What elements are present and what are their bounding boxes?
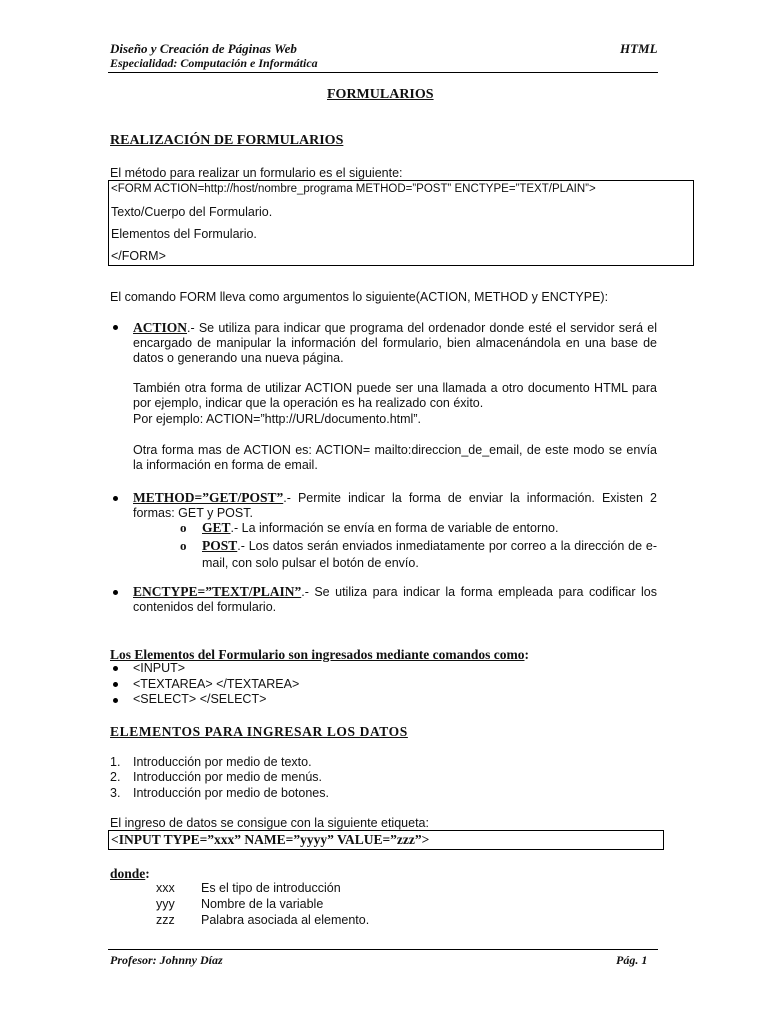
list-number: 2. [110, 770, 121, 784]
def-key: xxx [156, 881, 175, 895]
header-left-title: Diseño y Creación de Páginas Web [110, 41, 297, 56]
bullet-icon [113, 496, 118, 501]
code-line-form-open: <FORM ACTION=http://host/nombre_programa METHOD=”POST” ENCTYPE=”TEXT/PLAIN”> [111, 183, 596, 195]
bullet-icon [113, 666, 118, 671]
bullet-icon [113, 682, 118, 687]
get-label: GET [202, 520, 231, 535]
method-label: METHOD=”GET/POST” [133, 490, 284, 505]
header-right-title: HTML [620, 41, 658, 56]
bullet-icon [113, 698, 118, 703]
get-text: .- La información se envía en forma de variable de entorno. [230, 521, 559, 535]
enctype-description [133, 584, 657, 615]
list-item-botones: Introducción por medio de botones. [133, 786, 329, 800]
list-number: 3. [110, 786, 121, 800]
sub-bullet-icon: o [180, 520, 187, 535]
form-args-intro: El comando FORM lleva como argumentos lo siguiente(ACTION, METHOD y ENCTYPE): [110, 290, 609, 304]
def-desc: Palabra asociada al elemento. [201, 913, 370, 927]
method-text: .- Permite indicar la forma de enviar la información. Existen 2 formas: GET y POST. [133, 491, 657, 520]
tag-intro: El ingreso de datos se consigue con la siguiente etiqueta: [110, 816, 429, 830]
sub-bullet-icon: o [180, 538, 187, 553]
footer-page-number: Pág. 1 [616, 953, 648, 967]
element-item-select: <SELECT> </SELECT> [133, 692, 267, 706]
enctype-text: .- Se utiliza para indicar la forma empleada para codificar los contenidos del formulario. [133, 585, 657, 614]
method-post-item [202, 537, 657, 572]
def-key: yyy [156, 897, 175, 911]
element-item-input: <INPUT> [133, 661, 186, 675]
post-text: .- Los datos serán enviados inmediatamente por correo a la dirección de e-mail, con solo pulsar el botón de envío. [202, 539, 657, 570]
elements-heading: Los Elementos del Formulario son ingresados mediante comandos como: [110, 647, 529, 662]
page-title: FORMULARIOS [327, 87, 434, 102]
def-desc: Nombre de la variable [201, 897, 324, 911]
header-rule [108, 72, 658, 73]
action-text: .- Se utiliza para indicar que programa del ordenador donde esté el servidor será el encargado de manipular la información del formulario, bien almacenándola en una base de datos o generando una nueva página. [133, 321, 657, 365]
code-line-body: Texto/Cuerpo del Formulario. [111, 205, 273, 219]
form-method-intro: El método para realizar un formulario es el siguiente: [110, 166, 403, 180]
code-line-elements: Elementos del Formulario. [111, 227, 257, 241]
footer-rule [108, 949, 658, 950]
bullet-icon [113, 590, 118, 595]
form-code-box [108, 180, 694, 266]
action-para3: Otra forma mas de ACTION es: ACTION= mailto:direccion_de_email, de este modo se envía la información en forma de email. [133, 443, 657, 472]
donde-label: donde: [110, 866, 150, 881]
section-heading-elementos: ELEMENTOS PARA INGRESAR LOS DATOS [110, 724, 408, 739]
enctype-label: ENCTYPE=”TEXT/PLAIN” [133, 584, 302, 599]
list-item-menus: Introducción por medio de menús. [133, 770, 322, 784]
action-para2: También otra forma de utilizar ACTION puede ser una llamada a otro documento HTML para por ejemplo, indicar que la operación es ha realizado con éxito. [133, 381, 657, 410]
def-key: zzz [156, 913, 175, 927]
list-item-texto: Introducción por medio de texto. [133, 755, 312, 769]
action-label: ACTION [133, 320, 188, 335]
code-line-form-close: </FORM> [111, 249, 166, 263]
section-heading-realizacion: REALIZACIÓN DE FORMULARIOS [110, 133, 344, 148]
list-number: 1. [110, 755, 121, 769]
post-label: POST [202, 538, 238, 553]
method-description [133, 490, 657, 521]
footer-professor: Profesor: Johnny Díaz [110, 953, 223, 967]
bullet-icon [113, 325, 118, 330]
header-subtitle: Especialidad: Computación e Informática [110, 56, 318, 70]
def-desc: Es el tipo de introducción [201, 881, 341, 895]
input-tag-code: <INPUT TYPE=”xxx” NAME=”yyyy” VALUE=”zzz”> [111, 832, 430, 847]
action-example: Por ejemplo: ACTION=”http://URL/documento.html”. [133, 412, 421, 426]
input-tag-box [108, 830, 664, 850]
action-description [133, 320, 657, 366]
method-get-item [202, 520, 558, 536]
element-item-textarea: <TEXTAREA> </TEXTAREA> [133, 677, 300, 691]
